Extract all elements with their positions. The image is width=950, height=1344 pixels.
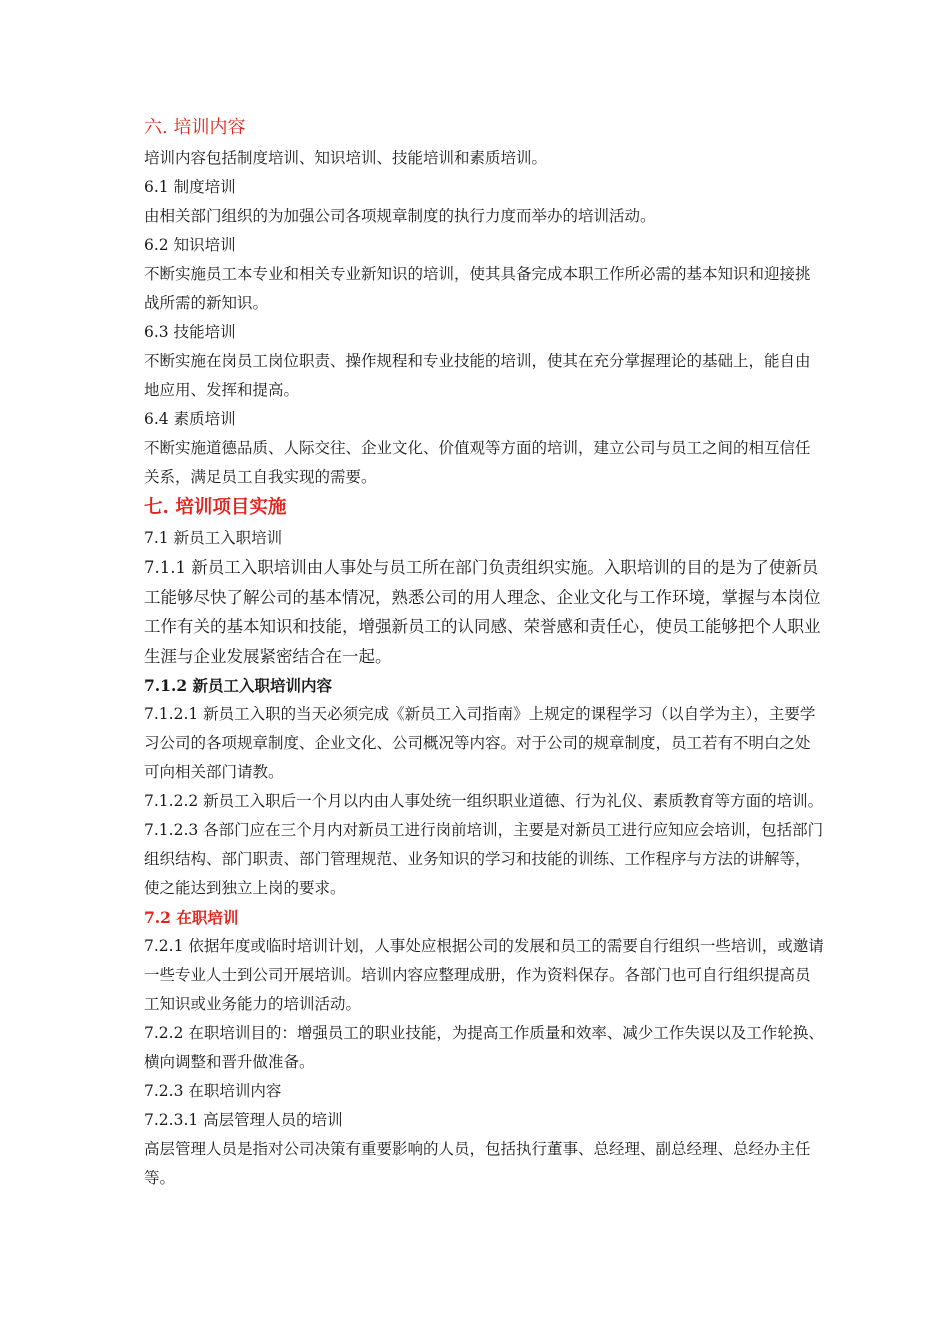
section-6-3-text: 不断实施在岗员工岗位职责、操作规程和专业技能的培训，使其在充分掌握理论的基础上，能自由地应用、发挥和提高。 (144, 352, 811, 399)
section-6-1-text: 由相关部门组织的为加强公司各项规章制度的执行力度而举办的培训活动。 (144, 207, 656, 225)
section-7-1-2-1-text: 7.1.2.1 新员工入职的当天必须完成《新员工入司指南》上规定的课程学习（以自学为主），主要学习公司的各项规章制度、企业文化、公司概况等内容。对于公司的规章制度，员工若有不明白之处可向相关部门请教。 (144, 705, 816, 781)
section-6-heading: 六. 培训内容 (144, 117, 246, 138)
section-6-4-text: 不断实施道德品质、人际交往、企业文化、价值观等方面的培训，建立公司与员工之间的相互信任关系，满足员工自我实现的需要。 (144, 439, 811, 486)
section-6-4-heading: 6.4 素质培训 (144, 410, 236, 428)
section-7-2-heading: 7.2 在职培训 (144, 908, 239, 927)
section-6-1-heading: 6.1 制度培训 (144, 178, 236, 196)
section-7-2-2-text: 7.2.2 在职培训目的：增强员工的职业技能，为提高工作质量和效率、减少工作失误以及工作轮换、横向调整和晋升做准备。 (144, 1024, 824, 1071)
section-7-1-2-2-text: 7.1.2.2 新员工入职后一个月以内由人事处统一组织职业道德、行为礼仪、素质教育等方面的培训。 (144, 792, 824, 810)
section-7-heading: 七. 培训项目实施 (144, 497, 287, 518)
section-7-2-1-text: 7.2.1 依据年度或临时培训计划，人事处应根据公司的发展和员工的需要自行组织一些培训，或邀请一些专业人士到公司开展培训。培训内容应整理成册，作为资料保存。各部门也可自行组织提高员工知识或业务能力的培训活动。 (144, 937, 824, 1013)
section-7-2-3-heading: 7.2.3 在职培训内容 (144, 1082, 282, 1100)
document-body (144, 112, 824, 1193)
section-7-1-2-heading: 7.1.2 新员工入职培训内容 (144, 676, 333, 695)
section-6-intro: 培训内容包括制度培训、知识培训、技能培训和素质培训。 (144, 149, 548, 167)
section-7-1-1-text: 7.1.1 新员工入职培训由人事处与员工所在部门负责组织实施。入职培训的目的是为了使新员工能够尽快了解公司的基本情况，熟悉公司的用人理念、企业文化与工作环境，掌握与本岗位工作有关的基本知识和技能，增强新员工的认同感、荣誉感和责任心，使员工能够把个人职业生涯与企业发展紧密结合在一起。 (144, 558, 821, 666)
section-7-1-2-3-text: 7.1.2.3 各部门应在三个月内对新员工进行岗前培训，主要是对新员工进行应知应会培训，包括部门组织结构、部门职责、部门管理规范、业务知识的学习和技能的训练、工作程序与方法的讲解等，使之能达到独立上岗的要求。 (144, 821, 824, 897)
section-6-3-heading: 6.3 技能培训 (144, 323, 236, 341)
section-7-2-3-1-text: 高层管理人员是指对公司决策有重要影响的人员，包括执行董事、总经理、副总经理、总经办主任等。 (144, 1140, 811, 1187)
section-7-1-heading: 7.1 新员工入职培训 (144, 529, 283, 547)
section-7-2-3-1-heading: 7.2.3.1 高层管理人员的培训 (144, 1111, 343, 1129)
section-6-2-heading: 6.2 知识培训 (144, 236, 236, 254)
section-6-2-text: 不断实施员工本专业和相关专业新知识的培训，使其具备完成本职工作所必需的基本知识和迎接挑战所需的新知识。 (144, 265, 811, 312)
